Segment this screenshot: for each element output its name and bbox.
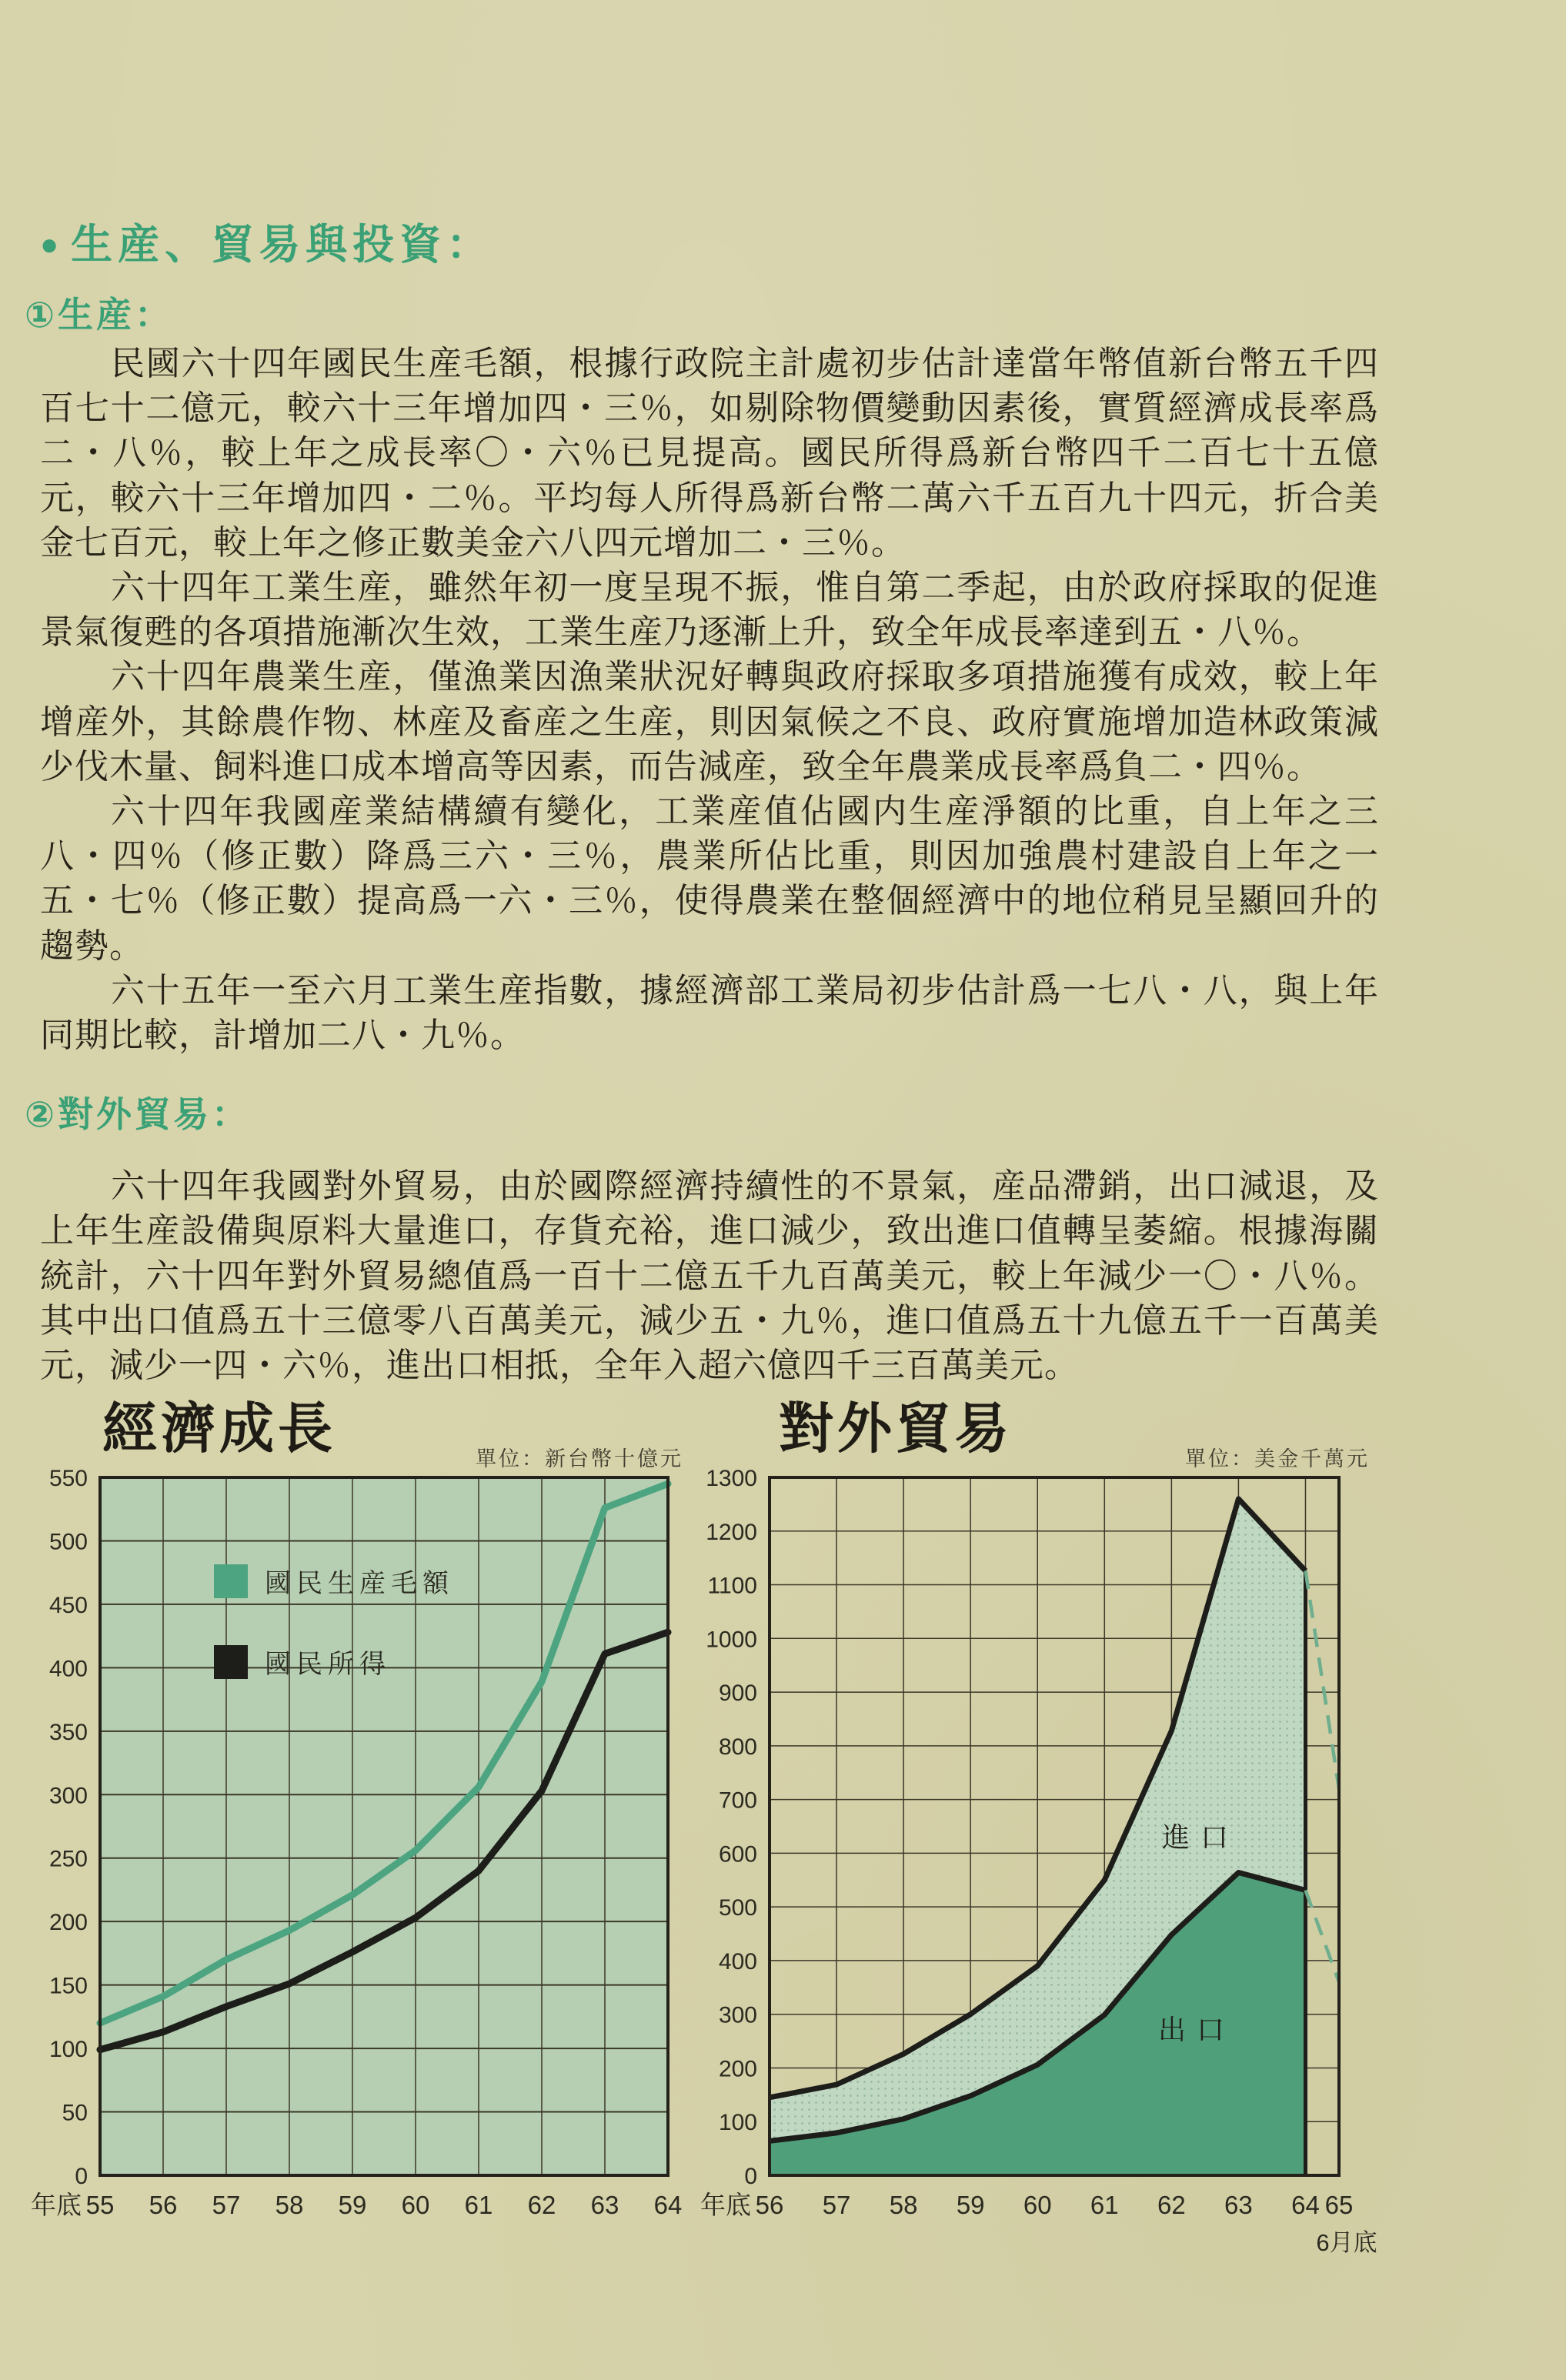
page-title-text: 生産、貿易與投資： <box>71 222 494 268</box>
legend-item-gnp <box>214 1562 454 1600</box>
page-title <box>40 220 1379 269</box>
svg-text:6月底: 6月底 <box>1316 2229 1377 2256</box>
svg-text:1000: 1000 <box>706 1627 757 1653</box>
svg-text:64: 64 <box>1291 2191 1320 2219</box>
foreign-trade-plot <box>700 1466 1566 2293</box>
export-area-label: 出口 <box>1158 2014 1236 2045</box>
national-income-swatch-icon <box>214 1645 248 1679</box>
svg-text:1300: 1300 <box>706 1466 757 1491</box>
paragraph-gnp: 民國六十四年國民生産毛額，根據行政院主計處初步估計達當年幣值新台幣五千四百七十二億元，較六十三年增加四・三％，如剔除物價變動因素後，實質經濟成長率爲二・八％，較上年之成長率〇・六％已見提高。國民所得爲新台幣四千二百七十五億元，較六十三年增加四・二％。平均每人所得爲新台幣二萬六千五百九十四元，折合美金七百元，較上年之修正數美金六八四元增加二・三％。 <box>40 345 1379 562</box>
text-column <box>25 220 1379 1388</box>
svg-text:500: 500 <box>718 1895 757 1921</box>
svg-text:100: 100 <box>48 2037 88 2063</box>
svg-text:600: 600 <box>718 1841 757 1868</box>
legend-label-gnp: 國民生産毛額 <box>265 1570 454 1598</box>
svg-text:55: 55 <box>85 2191 115 2219</box>
svg-text:0: 0 <box>75 2164 88 2189</box>
paragraph-index: 六十五年一至六月工業生産指數，據經濟部工業局初步估計爲一七八・八，與上年同期比較，計增加二八・九％。 <box>40 971 1379 1055</box>
chart-unit-label-right: 單位：美金千萬元 <box>1185 1447 1370 1470</box>
svg-text:350: 350 <box>48 1719 88 1745</box>
economic-growth-chart <box>0 1381 731 2335</box>
section-heading-production: ①生産： <box>25 295 173 335</box>
svg-text:56: 56 <box>755 2191 784 2219</box>
svg-text:550: 550 <box>48 1466 88 1491</box>
svg-text:400: 400 <box>718 1948 757 1974</box>
svg-text:58: 58 <box>889 2191 918 2219</box>
svg-text:57: 57 <box>212 2191 241 2219</box>
paragraph-agriculture: 六十四年農業生産，僅漁業因漁業狀況好轉與政府採取多項措施獲有成效，較上年增産外，其餘農作物、林産及畜産之生産，則因氣候之不良、政府實施增加造林政策減少伐木量、飼料進口成本增高等因素，而告減産，致全年農業成長率爲負二・四％。 <box>40 658 1379 786</box>
chart-title-economic-growth: 經濟成長 <box>102 1399 337 1460</box>
economic-growth-plot <box>0 1466 731 2293</box>
svg-text:59: 59 <box>338 2191 367 2219</box>
svg-text:200: 200 <box>48 1910 88 1936</box>
svg-text:300: 300 <box>718 2002 757 2028</box>
svg-text:0: 0 <box>744 2164 757 2189</box>
svg-text:400: 400 <box>48 1656 88 1682</box>
svg-text:58: 58 <box>275 2191 304 2219</box>
svg-text:62: 62 <box>1157 2191 1186 2219</box>
paragraph-industry: 六十四年工業生産，雖然年初一度呈現不振，惟自第二季起，由於政府採取的促進景氣復甦的各項措施漸次生效，工業生産乃逐漸上升，致全年成長率達到五・八％。 <box>40 569 1379 652</box>
svg-text:64: 64 <box>653 2191 683 2219</box>
svg-text:50: 50 <box>62 2100 88 2126</box>
chart-unit-label-left: 單位：新台幣十億元 <box>476 1447 683 1470</box>
section-heading-foreign-trade: ②對外貿易： <box>25 1094 250 1135</box>
svg-text:150: 150 <box>48 1973 88 1999</box>
bullet-icon: ● <box>40 228 59 262</box>
legend-label-national-income: 國民所得 <box>265 1651 391 1679</box>
svg-text:年底: 年底 <box>700 2191 751 2219</box>
paragraph-trade: 六十四年我國對外貿易，由於國際經濟持續性的不景氣，産品滯銷，出口減退，及上年生産設備與原料大量進口，存貨充裕，進口減少，致出進口值轉呈萎縮。根據海關統計，六十四年對外貿易總值爲一百十二億五千九百萬美元，較上年減少一〇・八％。其中出口值爲五十三億零八百萬美元，減少五・九％，進口值爲五十九億五千一百萬美元，減少一四・六％，進出口相抵，全年入超六億四千三百萬美元。 <box>40 1167 1379 1385</box>
import-area-label: 進口 <box>1162 1822 1240 1853</box>
svg-text:700: 700 <box>718 1788 757 1814</box>
svg-text:450: 450 <box>48 1592 88 1618</box>
svg-text:100: 100 <box>718 2110 757 2136</box>
chart-title-foreign-trade: 對外貿易 <box>779 1399 1013 1460</box>
svg-text:800: 800 <box>718 1734 757 1760</box>
svg-text:250: 250 <box>48 1846 88 1872</box>
svg-text:900: 900 <box>718 1681 757 1707</box>
svg-text:63: 63 <box>1224 2191 1253 2219</box>
svg-text:56: 56 <box>149 2191 178 2219</box>
svg-text:200: 200 <box>718 2056 757 2082</box>
svg-text:59: 59 <box>956 2191 985 2219</box>
svg-text:63: 63 <box>590 2191 619 2219</box>
svg-text:61: 61 <box>1090 2191 1119 2219</box>
svg-text:60: 60 <box>1023 2191 1052 2219</box>
svg-text:年底: 年底 <box>31 2191 82 2219</box>
svg-text:57: 57 <box>822 2191 851 2219</box>
svg-text:300: 300 <box>48 1783 88 1809</box>
svg-text:61: 61 <box>464 2191 493 2219</box>
svg-text:62: 62 <box>527 2191 556 2219</box>
legend-item-national-income <box>214 1643 391 1681</box>
gnp-swatch-icon <box>214 1564 248 1598</box>
foreign-trade-chart <box>700 1381 1566 2335</box>
svg-text:500: 500 <box>48 1529 88 1555</box>
svg-text:60: 60 <box>401 2191 430 2219</box>
svg-text:1200: 1200 <box>706 1519 757 1545</box>
svg-text:65: 65 <box>1324 2191 1354 2219</box>
svg-text:1100: 1100 <box>707 1573 757 1599</box>
paragraph-structure: 六十四年我國産業結構續有變化，工業産值佔國内生産淨額的比重，自上年之三八・四％（修正數）降爲三六・三％，農業所佔比重，則因加強農村建設自上年之一五・七％（修正數）提高爲一六・三％，使得農業在整個經濟中的地位稍見呈顯回升的趨勢。 <box>40 793 1379 965</box>
